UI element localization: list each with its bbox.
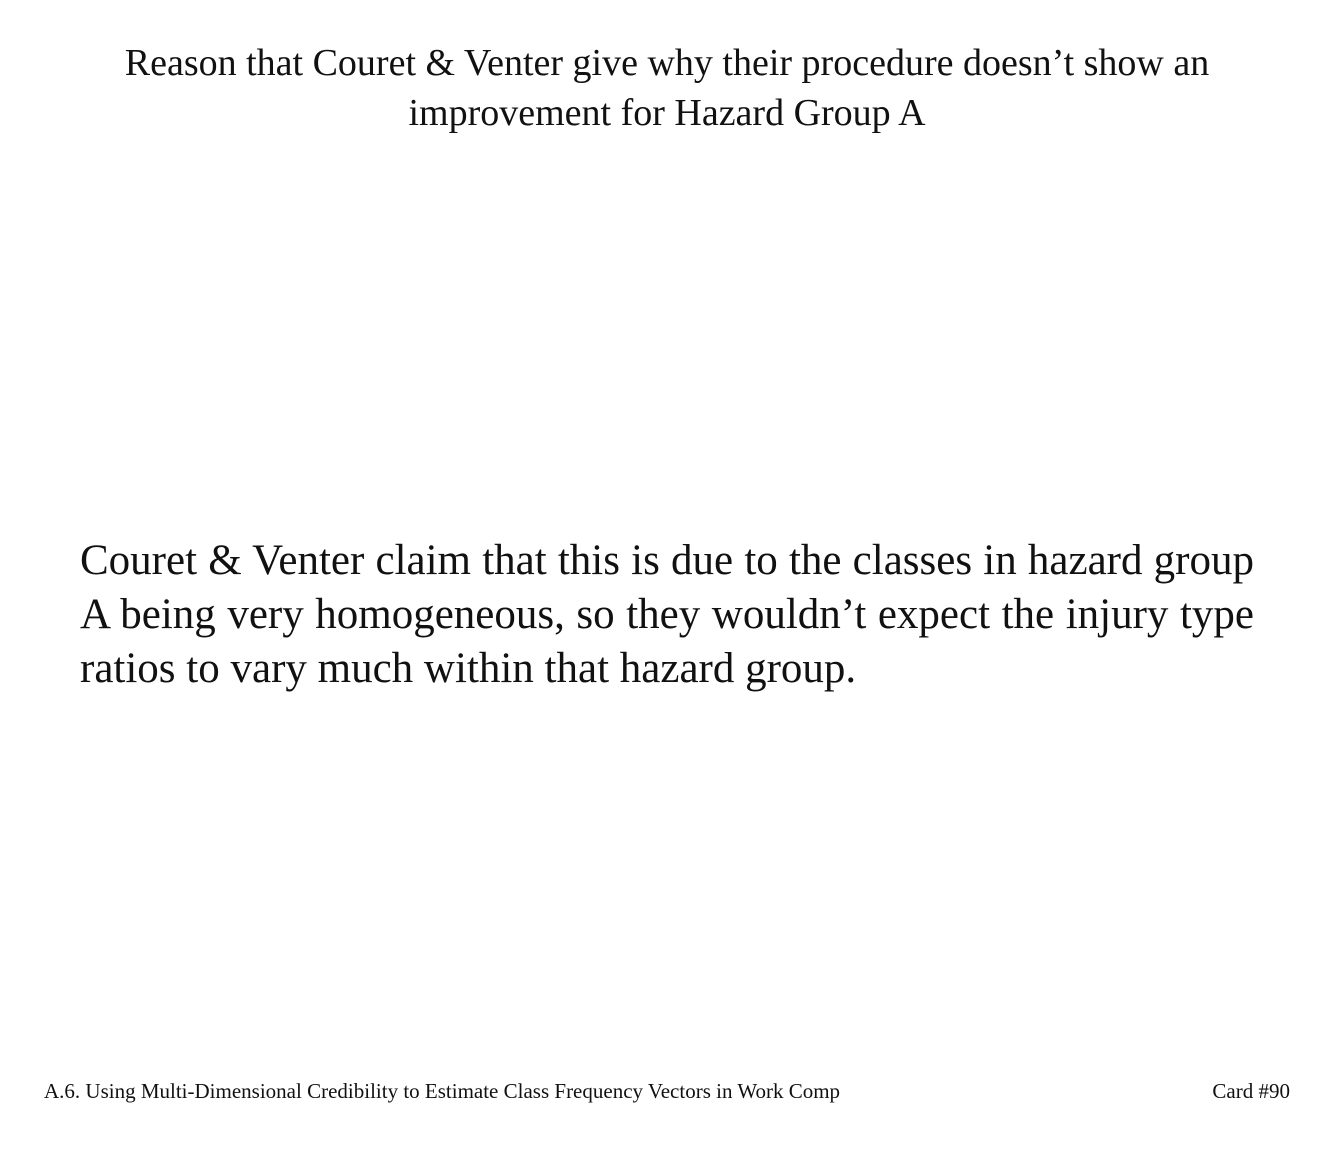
question-text: Reason that Couret & Venter give why their procedure doesn’t show an improvement for Hazard Group A xyxy=(124,42,1210,134)
section-label: A.6. Using Multi-Dimensional Credibility to Estimate Class Frequency Vectors in Work Comp xyxy=(44,1079,841,1103)
card-number: Card #90 xyxy=(1212,1079,1290,1103)
card-footer xyxy=(44,1077,1290,1105)
answer-text: Couret & Venter claim that this is due to the classes in hazard group A being very homogeneous, so they wouldn’t expect the injury type ratios to vary much within that hazard group. xyxy=(80,537,1254,692)
